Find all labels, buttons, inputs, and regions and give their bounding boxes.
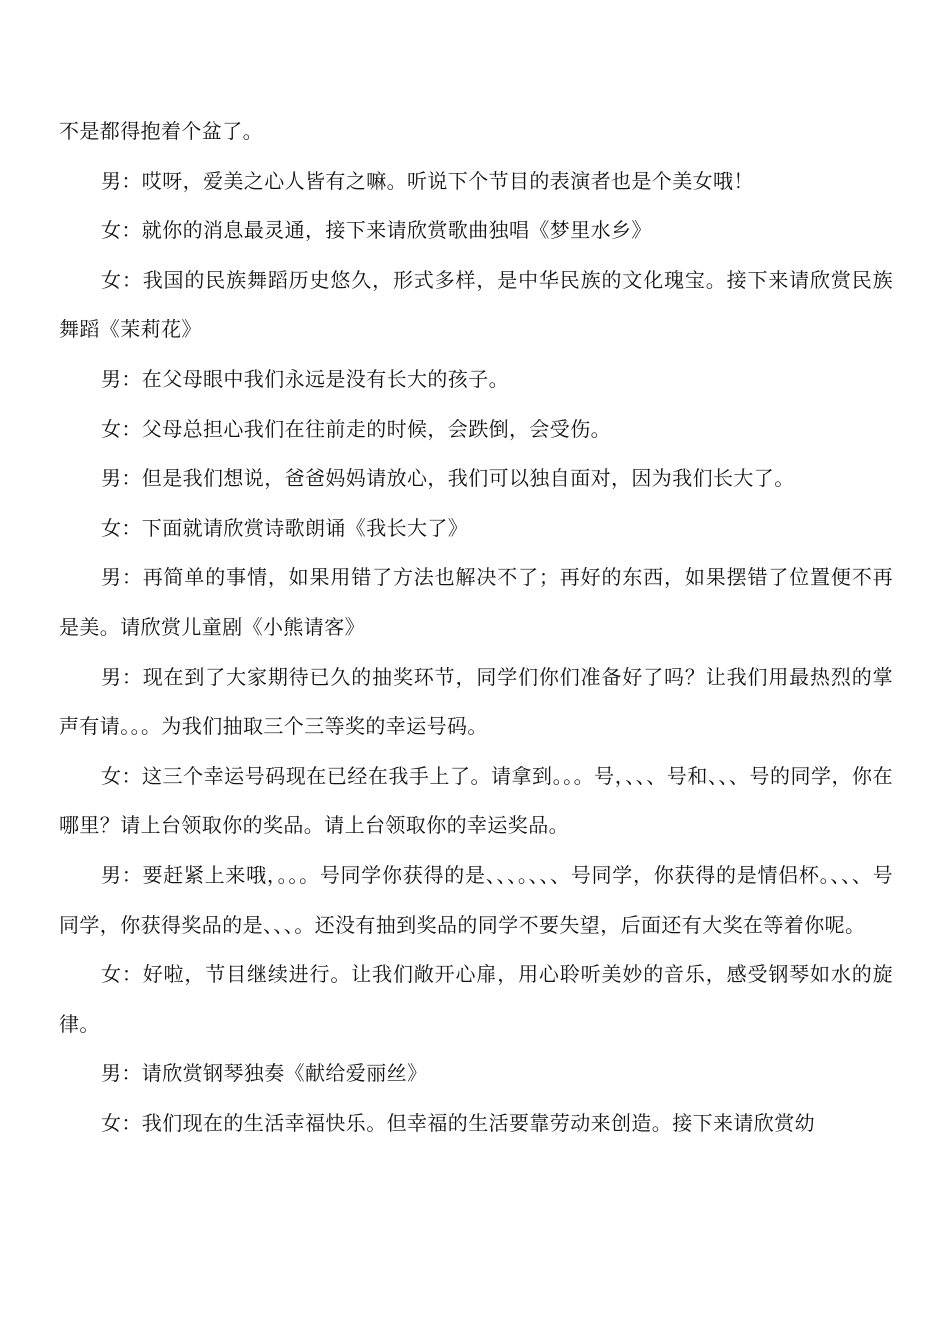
paragraph: 女：我们现在的生活幸福快乐。但幸福的生活要靠劳动来创造。接下来请欣赏幼 [101,1110,815,1135]
paragraph: 男：再简单的事情，如果用错了方法也解决不了；再好的东西，如果摆错了位置便不再是美。请欣赏儿童剧《小熊请客》 [59,565,893,639]
paragraph: 男：但是我们想说，爸爸妈妈请放心，我们可以独自面对，因为我们长大了。 [101,466,795,491]
paragraph: 男：请欣赏钢琴独奏《献给爱丽丝》 [101,1061,428,1086]
paragraph: 男：哎呀，爱美之心人皆有之嘛。听说下个节目的表演者也是个美女哦！ [101,168,754,193]
paragraph: 女：好啦，节目继续进行。让我们敞开心扉，用心聆听美妙的音乐，感受钢琴如水的旋律。 [59,962,893,1036]
paragraph: 不是都得抱着个盆了。 [59,119,263,143]
paragraph: 女：这三个幸运号码现在已经在我手上了。请拿到。。。号，、、、号和、、、号的同学，你在哪里？请上台领取你的奖品。请上台领取你的幸运奖品。 [59,763,893,838]
paragraph: 男：要赶紧上来哦，。。。号同学你获得的是、、、。、、、号同学，你获得的是情侣杯。、、、号同学，你获得奖品的是、、、。还没有抽到奖品的同学不要失望，后面还有大奖在等着你呢。 [59,862,893,937]
paragraph: 女：下面就请欣赏诗歌朗诵《我长大了》 [101,515,469,540]
paragraph: 女：父母总担心我们在往前走的时候，会跌倒，会受伤。 [101,416,611,441]
paragraph: 男：现在到了大家期待已久的抽奖环节，同学们你们准备好了吗？让我们用最热烈的掌声有请。。。为我们抽取三个三等奖的幸运号码。 [59,664,893,739]
document-page [59,107,893,1148]
paragraph: 女：我国的民族舞蹈历史悠久，形式多样，是中华民族的文化瑰宝。接下来请欣赏民族舞蹈《茉莉花》 [59,267,893,342]
paragraph: 男：在父母眼中我们永远是没有长大的孩子。 [101,366,509,391]
paragraph: 女：就你的消息最灵通，接下来请欣赏歌曲独唱《梦里水乡》 [101,218,652,243]
